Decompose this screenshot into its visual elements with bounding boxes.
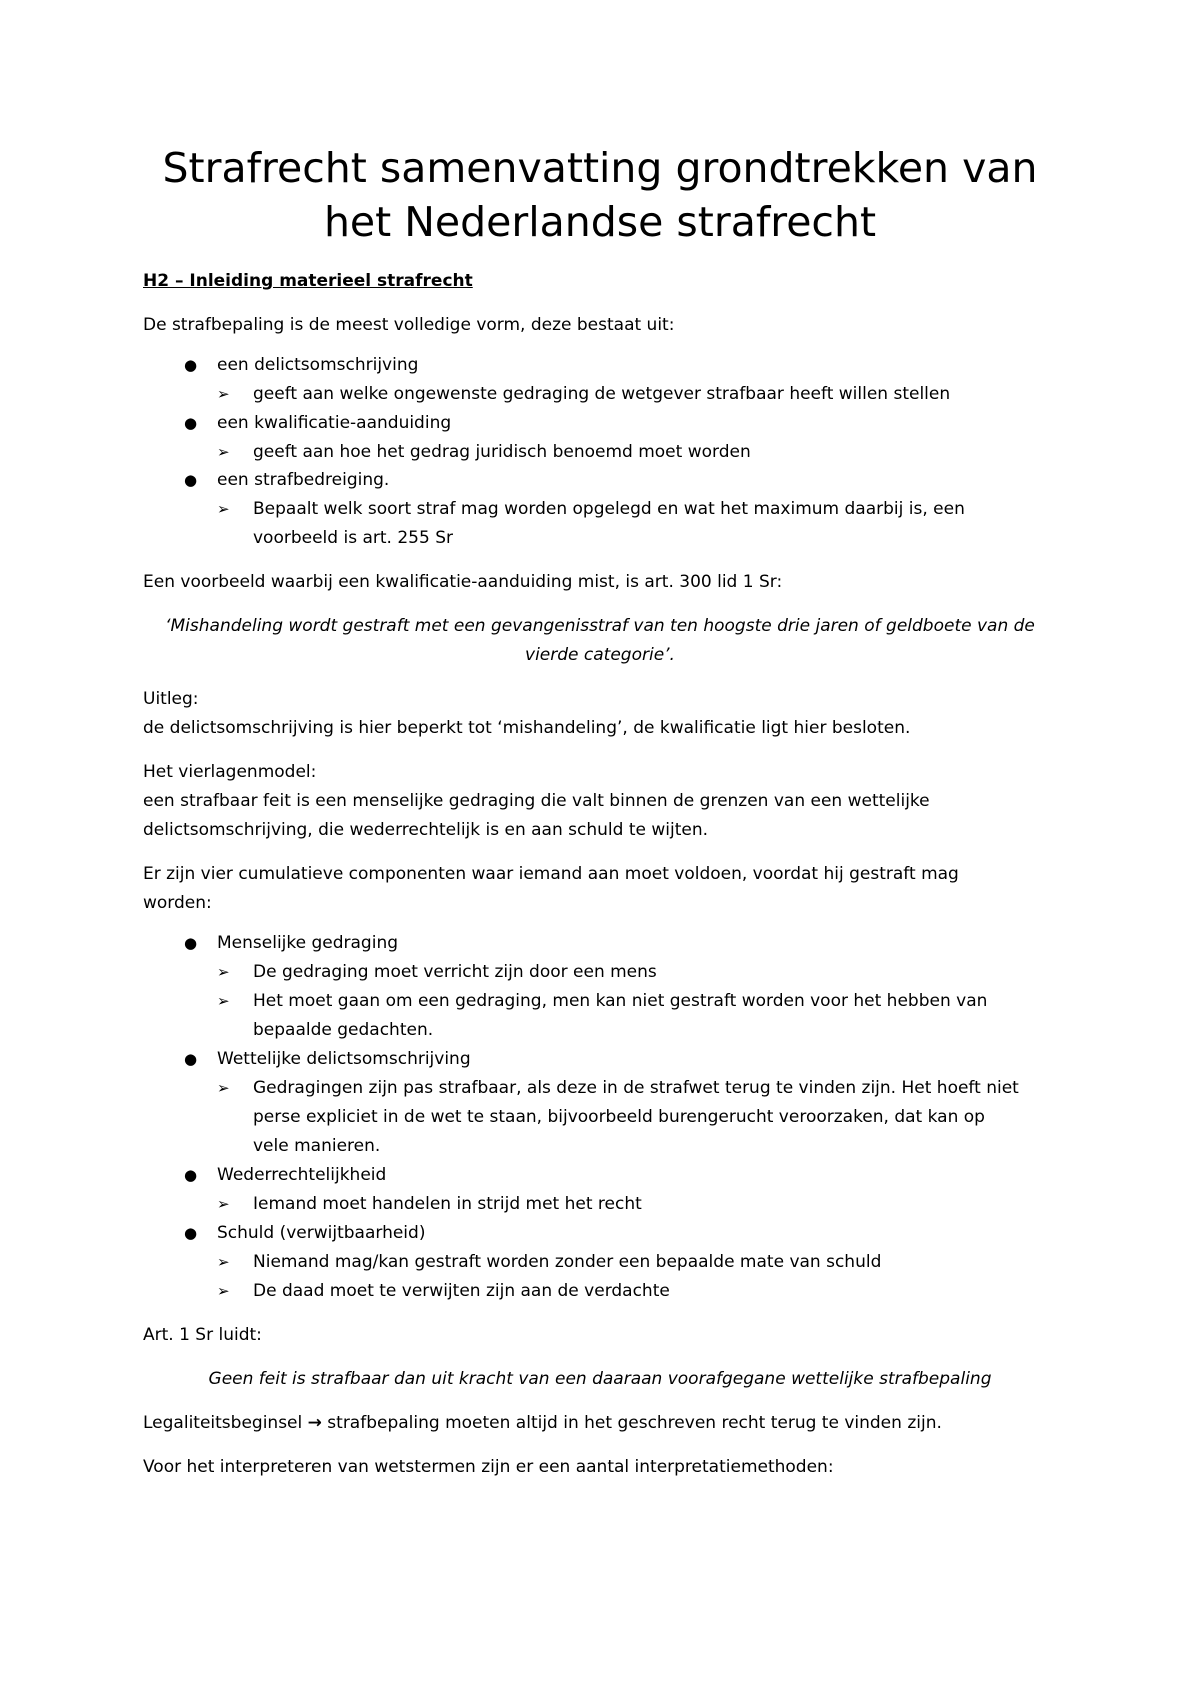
- vierlagen-label: Het vierlagenmodel:: [143, 762, 317, 782]
- uitleg-label: Uitleg:: [143, 689, 199, 709]
- sub-list-item-continuation: bepaalde gedachten.: [253, 1020, 434, 1040]
- arrow-bullet-icon: ➢: [217, 1195, 230, 1213]
- bullet-icon: ●: [184, 356, 198, 374]
- list-item: Wederrechtelijkheid: [217, 1165, 387, 1185]
- arrow-bullet-icon: ➢: [217, 963, 230, 981]
- list-item: Schuld (verwijtbaarheid): [217, 1223, 426, 1243]
- list-item: Menselijke gedraging: [217, 933, 399, 953]
- bullet-icon: ●: [184, 1050, 198, 1068]
- sub-list-item: geeft aan hoe het gedrag juridisch benoemd moet worden: [253, 442, 751, 462]
- right-arrow-icon: →: [307, 1413, 322, 1433]
- vierlagen-line-2: delictsomschrijving, die wederrechtelijk is en aan schuld te wijten.: [143, 820, 709, 840]
- sub-list-item: Bepaalt welk soort straf mag worden opgelegd en wat het maximum daarbij is, een: [253, 499, 965, 519]
- legaliteit-term: Legaliteitsbeginsel: [143, 1413, 303, 1433]
- components-intro-line-2: worden:: [143, 893, 212, 913]
- arrow-bullet-icon: ➢: [217, 992, 230, 1010]
- arrow-bullet-icon: ➢: [217, 1282, 230, 1300]
- sub-list-item: Het moet gaan om een gedraging, men kan niet gestraft worden voor het hebben van: [253, 991, 988, 1011]
- bullet-icon: ●: [184, 1166, 198, 1184]
- bullet-icon: ●: [184, 471, 198, 489]
- sub-list-item: Gedragingen zijn pas strafbaar, als deze in de strafwet terug te vinden zijn. Het hoeft niet: [253, 1078, 1019, 1098]
- arrow-bullet-icon: ➢: [217, 500, 230, 518]
- list-item: een strafbedreiging.: [217, 470, 390, 490]
- components-intro-line-1: Er zijn vier cumulatieve componenten waar iemand aan moet voldoen, voordat hij gestraft mag: [143, 864, 959, 884]
- vierlagen-line-1: een strafbaar feit is een menselijke gedraging die valt binnen de grenzen van een wettelijke: [143, 791, 930, 811]
- list-item: Wettelijke delictsomschrijving: [217, 1049, 471, 1069]
- arrow-bullet-icon: ➢: [217, 443, 230, 461]
- document-title: [100, 141, 1100, 249]
- legaliteit-text: strafbepaling moeten altijd in het geschreven recht terug te vinden zijn.: [327, 1413, 942, 1433]
- section-heading: H2 – Inleiding materieel strafrecht: [143, 271, 473, 291]
- art1-label: Art. 1 Sr luidt:: [143, 1325, 262, 1345]
- art1-quote: Geen feit is strafbaar dan uit kracht van een daaraan voorafgegane wettelijke strafbepaling: [208, 1369, 992, 1389]
- list-item: een kwalificatie-aanduiding: [217, 413, 452, 433]
- quote-line-1: ‘Mishandeling wordt gestraft met een gevangenisstraf van ten hoogste drie jaren of geldboete van de: [165, 616, 1035, 636]
- bullet-icon: ●: [184, 414, 198, 432]
- bullet-icon: ●: [184, 1224, 198, 1242]
- arrow-bullet-icon: ➢: [217, 1079, 230, 1097]
- intro-paragraph: De strafbepaling is de meest volledige vorm, deze bestaat uit:: [143, 315, 675, 335]
- list-item: een delictsomschrijving: [217, 355, 419, 375]
- sub-list-item-continuation: voorbeeld is art. 255 Sr: [253, 528, 453, 548]
- legaliteit-paragraph: [143, 1409, 942, 1438]
- sub-list-item: Iemand moet handelen in strijd met het recht: [253, 1194, 642, 1214]
- title-line-2: het Nederlandse strafrecht: [323, 198, 877, 246]
- sub-list-item-continuation: vele manieren.: [253, 1136, 381, 1156]
- arrow-bullet-icon: ➢: [217, 1253, 230, 1271]
- sub-list-item: Niemand mag/kan gestraft worden zonder een bepaalde mate van schuld: [253, 1252, 882, 1272]
- sub-list-item: De daad moet te verwijten zijn aan de verdachte: [253, 1281, 670, 1301]
- sub-list-item: geeft aan welke ongewenste gedraging de wetgever strafbaar heeft willen stellen: [253, 384, 951, 404]
- closing-paragraph: Voor het interpreteren van wetstermen zijn er een aantal interpretatiemethoden:: [143, 1457, 834, 1477]
- uitleg-text: de delictsomschrijving is hier beperkt tot ‘mishandeling’, de kwalificatie ligt hier besloten.: [143, 718, 911, 738]
- bullet-icon: ●: [184, 934, 198, 952]
- arrow-bullet-icon: ➢: [217, 385, 230, 403]
- sub-list-item-continuation: perse expliciet in de wet te staan, bijvoorbeeld burengerucht veroorzaken, dat kan op: [253, 1107, 985, 1127]
- quote-line-2: vierde categorie’.: [525, 645, 675, 665]
- sub-list-item: De gedraging moet verricht zijn door een mens: [253, 962, 657, 982]
- example-intro: Een voorbeeld waarbij een kwalificatie-aanduiding mist, is art. 300 lid 1 Sr:: [143, 572, 783, 592]
- title-line-1: Strafrecht samenvatting grondtrekken van: [162, 144, 1038, 192]
